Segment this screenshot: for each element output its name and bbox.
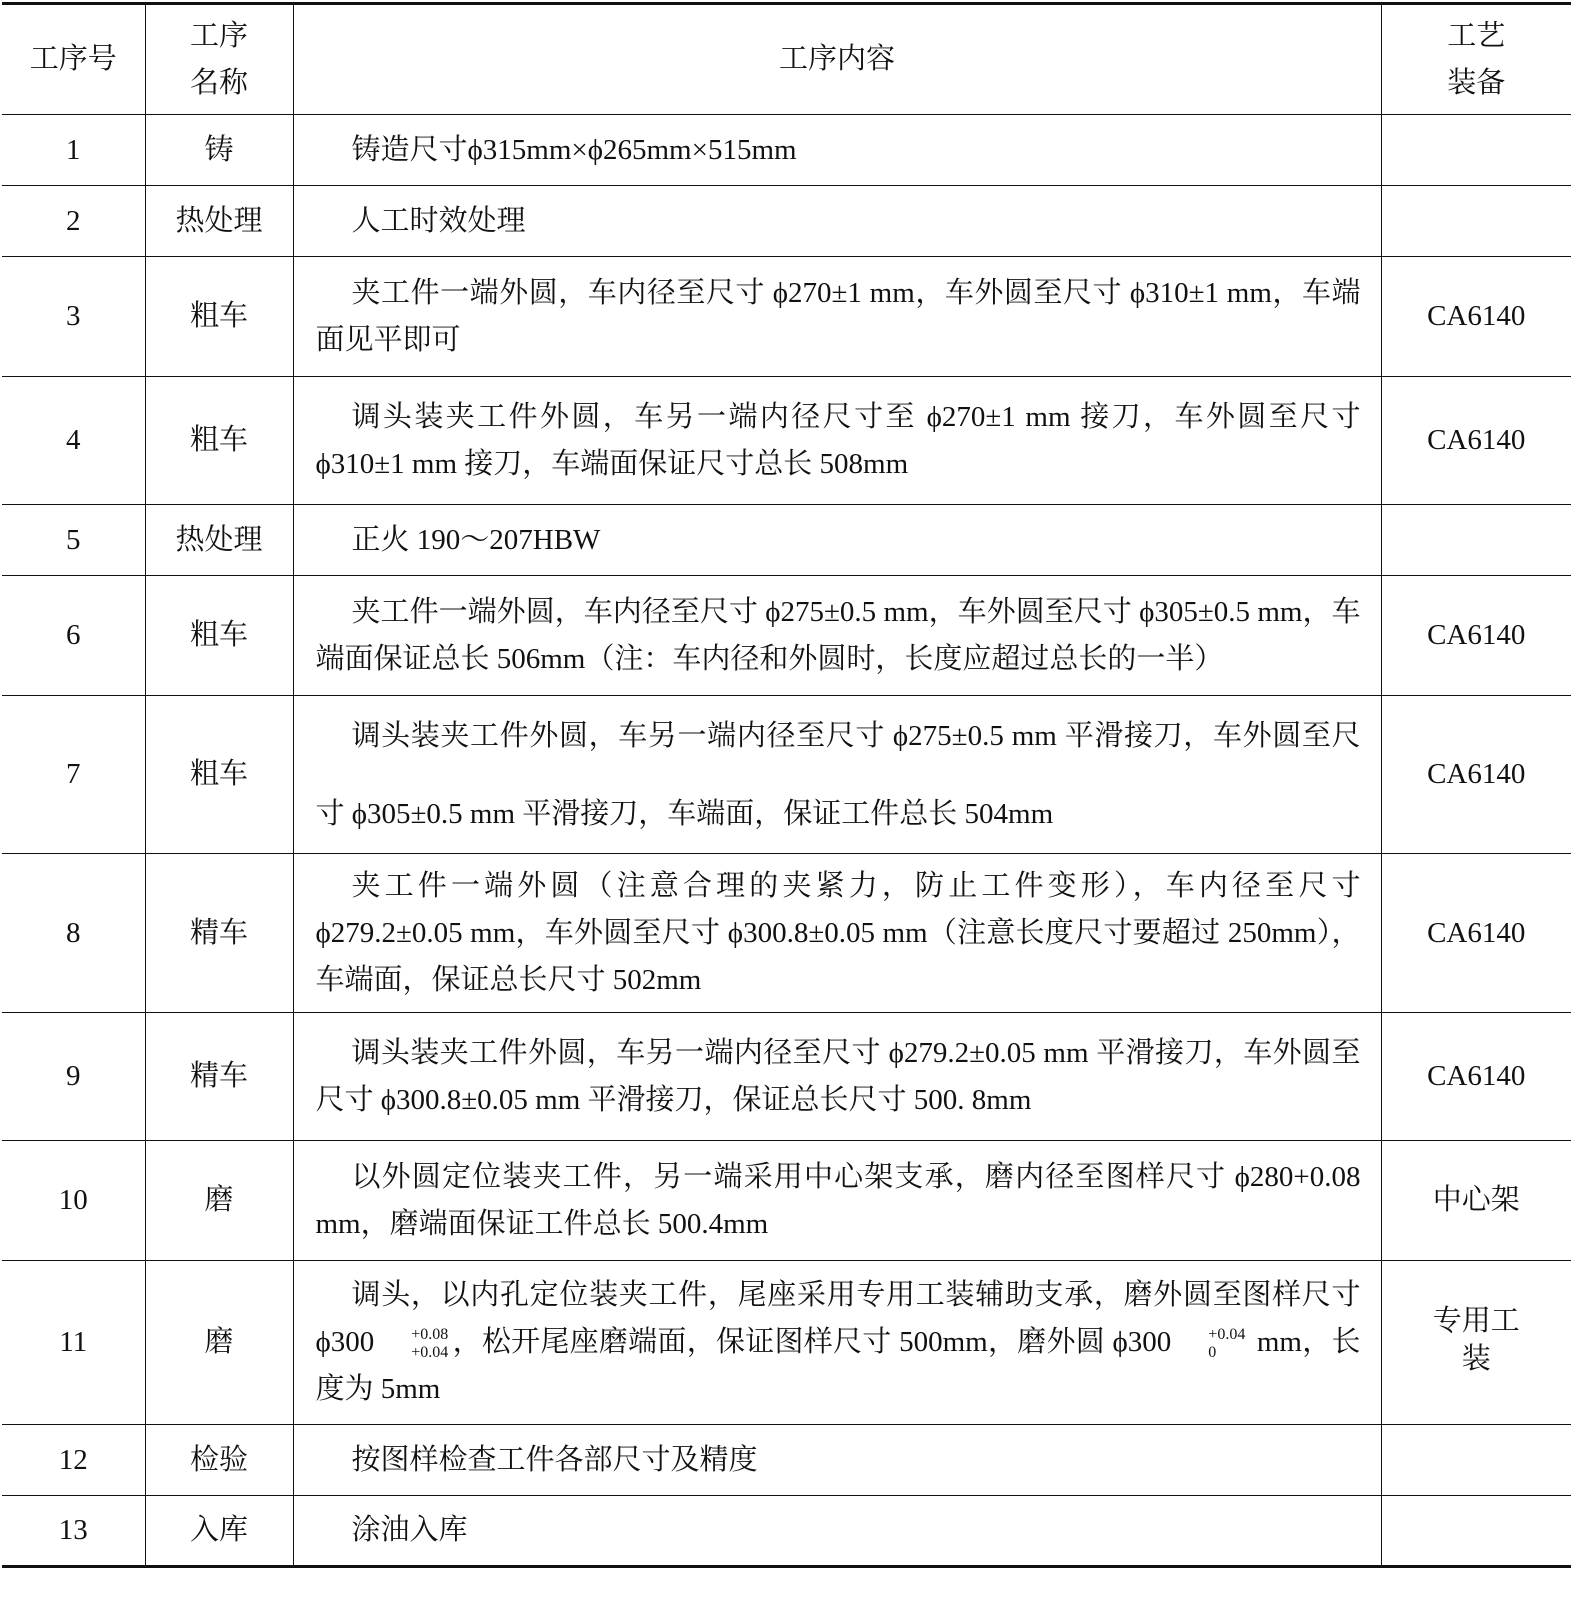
step-content: 调头装夹工件外圆，车另一端内径至尺寸 ϕ275±0.5 mm 平滑接刀，车外圆至尺寸 ϕ305±0.5 mm 平滑接刀，车端面，保证工件总长 504mm bbox=[293, 696, 1381, 854]
table-row bbox=[2, 505, 1571, 576]
step-name: 检验 bbox=[145, 1425, 293, 1496]
step-name: 粗车 bbox=[145, 696, 293, 854]
step-name: 粗车 bbox=[145, 576, 293, 696]
step-no: 8 bbox=[2, 854, 145, 1013]
step-name: 粗车 bbox=[145, 257, 293, 377]
step-equipment bbox=[1381, 505, 1571, 576]
step-content-part-b: ，松开尾座磨端面，保证图样尺寸 500mm，磨外圆 ϕ300 bbox=[452, 1326, 1172, 1358]
tolerance-a-lower: +0.04 bbox=[411, 1344, 449, 1362]
step-equipment bbox=[1381, 1496, 1571, 1567]
step-equipment bbox=[1381, 186, 1571, 257]
table-row bbox=[2, 854, 1571, 1013]
tolerance-a-upper: +0.08 bbox=[411, 1326, 449, 1344]
process-table bbox=[2, 2, 1571, 1568]
step-no: 12 bbox=[2, 1425, 145, 1496]
step-no: 10 bbox=[2, 1141, 145, 1261]
table-row bbox=[2, 1496, 1571, 1567]
step-content: 以外圆定位装夹工件，另一端采用中心架支承，磨内径至图样尺寸 ϕ280+0.08 mm，磨端面保证工件总长 500.4mm bbox=[293, 1141, 1381, 1261]
table-row bbox=[2, 186, 1571, 257]
step-no: 3 bbox=[2, 257, 145, 377]
step-content-part-c: mm，长度为 5mm bbox=[315, 1326, 1361, 1405]
step-no: 7 bbox=[2, 696, 145, 854]
header-step-name-line2: 名称 bbox=[189, 66, 248, 99]
header-step-no: 工序号 bbox=[2, 4, 145, 115]
table-row bbox=[2, 1425, 1571, 1496]
step-content: 调头装夹工件外圆，车另一端内径尺寸至 ϕ270±1 mm 接刀，车外圆至尺寸 ϕ310±1 mm 接刀，车端面保证尺寸总长 508mm bbox=[293, 377, 1381, 505]
step-content: 涂油入库 bbox=[293, 1496, 1381, 1567]
step-content: 调头装夹工件外圆，车另一端内径至尺寸 ϕ279.2±0.05 mm 平滑接刀，车外圆至尺寸 ϕ300.8±0.05 mm 平滑接刀，保证总长尺寸 500. 8mm bbox=[293, 1013, 1381, 1141]
step-content: 正火 190～207HBW bbox=[293, 505, 1381, 576]
tolerance-a bbox=[375, 1326, 448, 1362]
header-step-content: 工序内容 bbox=[293, 4, 1381, 115]
step-name: 热处理 bbox=[145, 186, 293, 257]
step-equipment: CA6140 bbox=[1381, 257, 1571, 377]
step-content: 按图样检查工件各部尺寸及精度 bbox=[293, 1425, 1381, 1496]
header-equipment bbox=[1381, 4, 1571, 115]
step-equipment: CA6140 bbox=[1381, 377, 1571, 505]
step-no: 5 bbox=[2, 505, 145, 576]
step-no: 6 bbox=[2, 576, 145, 696]
step-no: 2 bbox=[2, 186, 145, 257]
header-equipment-line2: 装备 bbox=[1447, 66, 1506, 99]
table-row bbox=[2, 1141, 1571, 1261]
step-content-part-a: 调头，以内孔定位装夹工件，尾座采用专用工装辅助支承，磨外圆至图样尺寸 ϕ300 bbox=[315, 1279, 1361, 1358]
table-row bbox=[2, 115, 1571, 186]
step-no: 9 bbox=[2, 1013, 145, 1141]
tolerance-b-upper: +0.04 bbox=[1208, 1326, 1246, 1344]
step-equipment bbox=[1381, 115, 1571, 186]
header-row bbox=[2, 4, 1571, 115]
step-name: 精车 bbox=[145, 854, 293, 1013]
step-content: 夹工件一端外圆（注意合理的夹紧力，防止工件变形），车内径至尺寸 ϕ279.2±0.05 mm，车外圆至尺寸 ϕ300.8±0.05 mm（注意长度尺寸要超过 250mm），车端面，保证总长尺寸 502mm bbox=[293, 854, 1381, 1013]
table-row bbox=[2, 1261, 1571, 1425]
step-content bbox=[293, 1261, 1381, 1425]
header-step-name bbox=[145, 4, 293, 115]
step-content: 人工时效处理 bbox=[293, 186, 1381, 257]
step-content: 夹工件一端外圆，车内径至尺寸 ϕ275±0.5 mm，车外圆至尺寸 ϕ305±0.5 mm，车端面保证总长 506mm（注：车内径和外圆时，长度应超过总长的一半） bbox=[293, 576, 1381, 696]
step-name: 磨 bbox=[145, 1261, 293, 1425]
step-no: 4 bbox=[2, 377, 145, 505]
step-name: 入库 bbox=[145, 1496, 293, 1567]
header-step-name-line1: 工序 bbox=[189, 19, 248, 52]
header-equipment-line1: 工艺 bbox=[1447, 19, 1506, 52]
table-row bbox=[2, 377, 1571, 505]
step-equipment: 中心架 bbox=[1381, 1141, 1571, 1261]
tolerance-b bbox=[1172, 1326, 1245, 1362]
step-name: 铸 bbox=[145, 115, 293, 186]
step-no: 13 bbox=[2, 1496, 145, 1567]
step-name: 粗车 bbox=[145, 377, 293, 505]
step-content: 铸造尺寸ϕ315mm×ϕ265mm×515mm bbox=[293, 115, 1381, 186]
step-name: 热处理 bbox=[145, 505, 293, 576]
step-no: 11 bbox=[2, 1261, 145, 1425]
step-equipment bbox=[1381, 1425, 1571, 1496]
step-equipment: CA6140 bbox=[1381, 696, 1571, 854]
step-equipment: CA6140 bbox=[1381, 576, 1571, 696]
tolerance-b-lower: 0 bbox=[1208, 1344, 1217, 1362]
step-name: 磨 bbox=[145, 1141, 293, 1261]
step-content: 夹工件一端外圆，车内径至尺寸 ϕ270±1 mm，车外圆至尺寸 ϕ310±1 mm，车端面见平即可 bbox=[293, 257, 1381, 377]
step-name: 精车 bbox=[145, 1013, 293, 1141]
step-equipment: 专用工装 bbox=[1381, 1261, 1571, 1425]
step-equipment: CA6140 bbox=[1381, 854, 1571, 1013]
step-equipment: CA6140 bbox=[1381, 1013, 1571, 1141]
table-row bbox=[2, 1013, 1571, 1141]
table-row bbox=[2, 696, 1571, 854]
table-row bbox=[2, 576, 1571, 696]
step-no: 1 bbox=[2, 115, 145, 186]
table-row bbox=[2, 257, 1571, 377]
